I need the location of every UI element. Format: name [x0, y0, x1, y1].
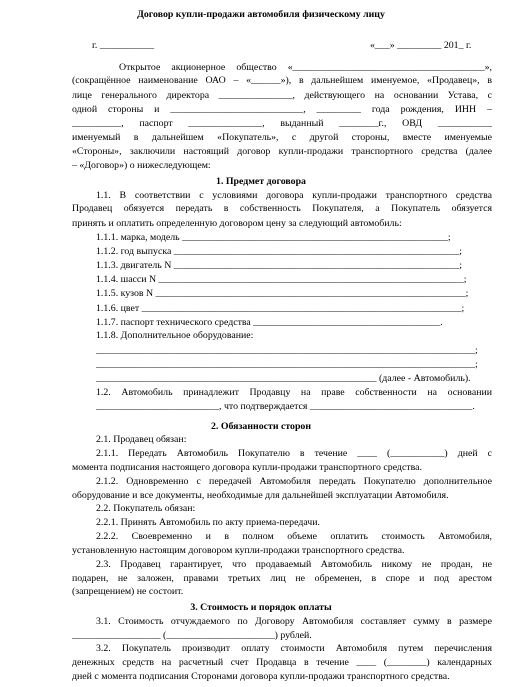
clause-line: 2.2.1. Принять Автомобиль по акту приема-передачи.: [96, 517, 320, 529]
clause-line: 3.1. Стоимость отчуждаемого по Договору Автомобиля составляет сумму в размере: [96, 615, 492, 627]
clause-line: оборудование и все документы, необходимые для дальнейшей эксплуатации Автомобиля.: [72, 489, 449, 501]
clause-line: 2.2.2. Своевременно и в полном объеме оплатить стоимость Автомобиля,: [96, 531, 492, 543]
vehicle-field: 1.1.8. Дополнительное оборудование:: [96, 330, 254, 342]
vehicle-field: 1.1.5. кузов N _______________________________________________________________;: [96, 288, 469, 299]
preamble-line: – «Договор») о нижеследующем:: [72, 160, 211, 171]
clause-line: дней с момента подписания Сторонами договора купли-продажи транспортного средства.: [72, 671, 450, 682]
clause-line: 1.1. В соответствии с условиями договора купли-продажи транспортного средства: [96, 189, 492, 201]
clause-line: момента подписания настоящего договора купли-продажи транспортного средства.: [72, 462, 422, 473]
section-1-heading: 1. Предмет договора: [216, 175, 306, 187]
clause-line: 1.2. Автомобиль принадлежит Продавцу на праве собственности на основании: [96, 387, 492, 399]
vehicle-field: 1.1.3. двигатель N __________________________________________________________;: [96, 260, 462, 272]
clause-line: денежных средств на расчетный счет Продавца в течение ____ (________) календарных: [72, 657, 492, 669]
clause-line: 2.1.2. Одновременно с передачей Автомобиля передать Покупателю дополнительное: [96, 475, 492, 487]
clause-line: принять и оплатить определенную договором цену за следующий автомобиль:: [72, 218, 402, 229]
vehicle-field: _____________________________________________________________________________;: [96, 358, 478, 370]
vehicle-field: _________________________________________________________ (далее - Автомобиль).: [96, 372, 471, 384]
date-field: «___» _________ 201_ г.: [370, 40, 472, 52]
preamble-line: «Стороны», заключили настоящий договор купли-продажи транспортного средства (далее: [72, 146, 492, 158]
clause-line: __________________ (______________________) рублей.: [72, 629, 312, 641]
clause-line: Продавец обязуется передать в собственность Покупателя, а Покупатель обязуется: [72, 203, 492, 215]
preamble-line: Открытое акционерное общество «_______________________________________»,: [119, 61, 492, 73]
document-title: Договор купли-продажи автомобиля физическому лицу: [137, 9, 385, 20]
preamble-line: __________, паспорт _______________, выданный ________г., ОВД ___________: [72, 117, 492, 129]
vehicle-field: 1.1.7. паспорт технического средства ______________________________________.: [96, 316, 443, 328]
vehicle-field: 1.1.6. цвет _________________________________________________________________;: [96, 302, 465, 314]
section-2-heading: 2. Обязанности сторон: [210, 420, 312, 432]
clause-line: 2.2. Покупатель обязан:: [96, 503, 196, 515]
section-3-heading: 3. Стоимость и порядок оплаты: [190, 601, 332, 613]
clause-line: подарен, не заложен, правами третьих лиц не обременен, в споре и под арестом: [72, 572, 492, 584]
clause-line: установленную настоящим договором купли-продажи транспортного средства.: [72, 544, 405, 556]
clause-line: _________________________, что подтверждается _________________________________.: [96, 401, 475, 413]
clause-line: 2.3. Продавец гарантирует, что продаваемый Автомобиль никому не продан, не: [96, 558, 492, 570]
clause-line: 2.1. Продавец обязан:: [96, 434, 187, 446]
vehicle-field: 1.1.2. год выпуска __________________________________________________________;: [96, 245, 462, 257]
preamble-line: лице генерального директора _______________, действующего на основании Устава, с: [72, 90, 492, 101]
preamble-line: одной стороны и ___________________________, _________ года рождения, ИНН –: [72, 103, 492, 115]
vehicle-field: 1.1.1. марка, модель ______________________________________________________;: [96, 231, 451, 243]
vehicle-field: 1.1.4. шасси N ______________________________________________________________;: [96, 274, 467, 286]
clause-line: (запрещением) не состоит.: [72, 586, 184, 598]
preamble-line: (сокращённое наименование ОАО – «______»), в дальнейшем именуемое, «Продавец», в: [72, 75, 492, 87]
vehicle-field: _____________________________________________________________________________;: [96, 345, 478, 357]
clause-line: 3.2. Покупатель производит оплату стоимости Автомобиля путем перечисления: [96, 643, 492, 655]
preamble-line: именуемый в дальнейшем «Покупатель», с другой стороны, вместе именуемые: [72, 132, 492, 144]
city-field: г. ___________: [92, 40, 154, 52]
clause-line: 2.1.1. Передать Автомобиль Покупателю в течение ____ (___________) дней с: [96, 448, 492, 460]
